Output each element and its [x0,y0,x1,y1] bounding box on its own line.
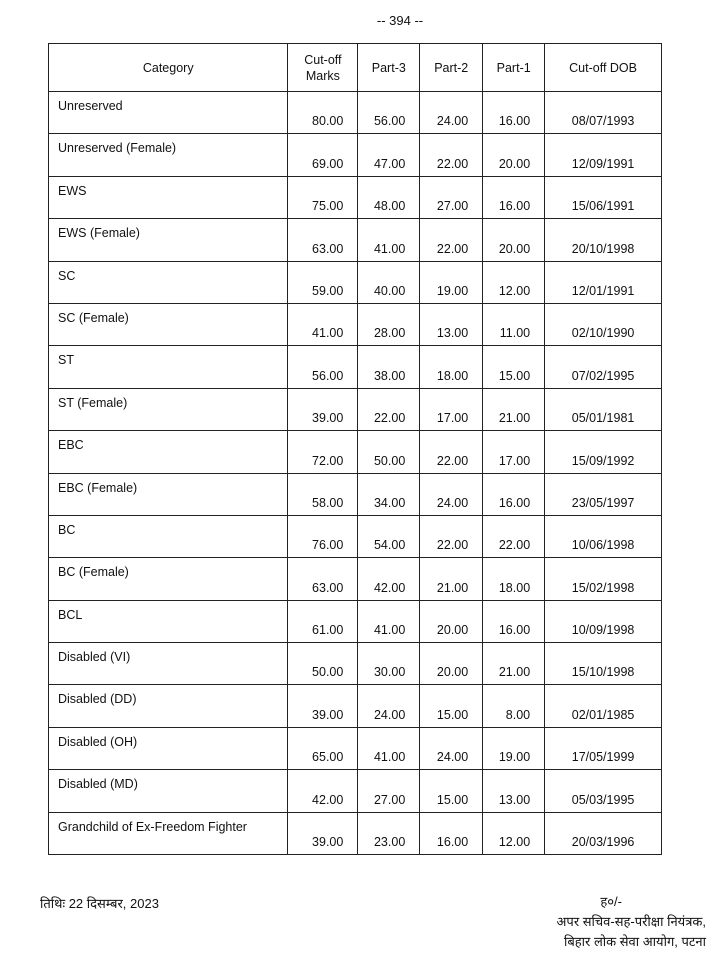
cell-dob: 20/10/1998 [545,219,662,261]
cell-part2: 22.00 [420,431,483,473]
cell-part1: 21.00 [483,643,545,685]
cell-part1: 19.00 [483,727,545,769]
table-row [49,685,662,727]
table-row [49,727,662,769]
cell-part3: 28.00 [358,303,420,345]
cell-part2: 15.00 [420,770,483,812]
cell-category: EWS [49,176,288,218]
cell-category: Disabled (DD) [49,685,288,727]
cell-part3: 30.00 [358,643,420,685]
cell-part2: 24.00 [420,727,483,769]
cell-part3: 50.00 [358,431,420,473]
cell-dob: 10/09/1998 [545,600,662,642]
table-row [49,261,662,303]
cell-dob: 12/09/1991 [545,134,662,176]
cell-part2: 20.00 [420,643,483,685]
cell-part1: 13.00 [483,770,545,812]
header-cutoff-line1: Cut-off [304,52,342,67]
cell-cutoff: 63.00 [288,558,358,600]
cell-part1: 12.00 [483,812,545,854]
cell-category: SC [49,261,288,303]
cell-part3: 42.00 [358,558,420,600]
header-part2: Part-2 [420,44,483,92]
cell-cutoff: 80.00 [288,92,358,134]
cell-dob: 10/06/1998 [545,515,662,557]
cell-cutoff: 72.00 [288,431,358,473]
table-row [49,388,662,430]
table-row [49,643,662,685]
cell-category: BC [49,515,288,557]
cell-part2: 19.00 [420,261,483,303]
cell-dob: 07/02/1995 [545,346,662,388]
cell-part2: 22.00 [420,134,483,176]
cell-dob: 12/01/1991 [545,261,662,303]
page-number: -- 394 -- [376,13,424,28]
cell-cutoff: 42.00 [288,770,358,812]
table-row [49,134,662,176]
cell-category: Grandchild of Ex-Freedom Fighter [49,812,288,854]
cell-part1: 17.00 [483,431,545,473]
cell-category: Disabled (VI) [49,643,288,685]
cell-category: Disabled (OH) [49,727,288,769]
cell-dob: 02/10/1990 [545,303,662,345]
cell-part1: 16.00 [483,600,545,642]
cell-part2: 17.00 [420,388,483,430]
table-row [49,431,662,473]
cell-part1: 16.00 [483,92,545,134]
cell-dob: 05/03/1995 [545,770,662,812]
table-row [49,515,662,557]
cell-category: EBC [49,431,288,473]
cell-cutoff: 65.00 [288,727,358,769]
cell-category: Unreserved (Female) [49,134,288,176]
cell-category: Unreserved [49,92,288,134]
cell-cutoff: 50.00 [288,643,358,685]
cell-cutoff: 61.00 [288,600,358,642]
header-part1: Part-1 [483,44,545,92]
cell-part2: 22.00 [420,219,483,261]
cell-part1: 20.00 [483,219,545,261]
cell-part1: 20.00 [483,134,545,176]
cell-part2: 24.00 [420,473,483,515]
cell-dob: 15/09/1992 [545,431,662,473]
cell-dob: 15/06/1991 [545,176,662,218]
cell-category: ST [49,346,288,388]
issue-date: तिथिः 22 दिसम्बर, 2023 [40,896,159,911]
header-cutoff-line2: Marks [305,68,340,83]
table-body [49,92,662,855]
cell-part2: 24.00 [420,92,483,134]
cell-cutoff: 76.00 [288,515,358,557]
cell-part3: 38.00 [358,346,420,388]
cell-part2: 16.00 [420,812,483,854]
cell-part1: 12.00 [483,261,545,303]
cell-cutoff: 39.00 [288,388,358,430]
cell-part1: 16.00 [483,473,545,515]
cell-part3: 54.00 [358,515,420,557]
cell-part2: 15.00 [420,685,483,727]
cell-cutoff: 39.00 [288,685,358,727]
cell-part3: 40.00 [358,261,420,303]
cell-dob: 15/10/1998 [545,643,662,685]
cell-part3: 23.00 [358,812,420,854]
cell-part1: 21.00 [483,388,545,430]
cell-part1: 15.00 [483,346,545,388]
cell-part3: 24.00 [358,685,420,727]
cell-part2: 20.00 [420,600,483,642]
cell-category: EWS (Female) [49,219,288,261]
table-row [49,600,662,642]
cell-cutoff: 41.00 [288,303,358,345]
cell-cutoff: 63.00 [288,219,358,261]
cell-part1: 18.00 [483,558,545,600]
cell-part3: 41.00 [358,600,420,642]
signature: ह०/- [600,894,622,909]
cell-part2: 27.00 [420,176,483,218]
office-name: बिहार लोक सेवा आयोग, पटना [563,934,706,949]
header-category: Category [49,44,288,92]
table-row [49,303,662,345]
table-header-row [49,44,662,92]
cell-part1: 22.00 [483,515,545,557]
table-row [49,770,662,812]
cell-category: SC (Female) [49,303,288,345]
cell-category: BCL [49,600,288,642]
cell-dob: 02/01/1985 [545,685,662,727]
cell-part3: 27.00 [358,770,420,812]
cell-dob: 23/05/1997 [545,473,662,515]
cell-part1: 8.00 [483,685,545,727]
designation: अपर सचिव-सह-परीक्षा नियंत्रक, [556,914,706,929]
cell-part2: 22.00 [420,515,483,557]
header-cutoff-marks [288,44,358,92]
table-row [49,92,662,134]
cell-category: ST (Female) [49,388,288,430]
cell-category: BC (Female) [49,558,288,600]
cell-dob: 17/05/1999 [545,727,662,769]
table-row [49,812,662,854]
table-row [49,219,662,261]
cell-dob: 15/02/1998 [545,558,662,600]
cell-part3: 48.00 [358,176,420,218]
cell-cutoff: 59.00 [288,261,358,303]
cell-part3: 22.00 [358,388,420,430]
cell-dob: 05/01/1981 [545,388,662,430]
cell-dob: 20/03/1996 [545,812,662,854]
table-row [49,473,662,515]
cell-part3: 34.00 [358,473,420,515]
cell-category: EBC (Female) [49,473,288,515]
table-row [49,176,662,218]
cell-cutoff: 58.00 [288,473,358,515]
cell-part3: 41.00 [358,727,420,769]
cell-part2: 13.00 [420,303,483,345]
cell-category: Disabled (MD) [49,770,288,812]
table-row [49,558,662,600]
signature-block [557,892,707,952]
cell-cutoff: 56.00 [288,346,358,388]
cutoff-table [48,43,662,855]
cell-cutoff: 75.00 [288,176,358,218]
cell-cutoff: 39.00 [288,812,358,854]
header-dob: Cut-off DOB [545,44,662,92]
cell-part3: 56.00 [358,92,420,134]
cell-part2: 18.00 [420,346,483,388]
cell-part1: 16.00 [483,176,545,218]
cell-cutoff: 69.00 [288,134,358,176]
cell-part3: 47.00 [358,134,420,176]
cell-part2: 21.00 [420,558,483,600]
header-part3: Part-3 [358,44,420,92]
table-row [49,346,662,388]
cell-dob: 08/07/1993 [545,92,662,134]
cell-part3: 41.00 [358,219,420,261]
cell-part1: 11.00 [483,303,545,345]
